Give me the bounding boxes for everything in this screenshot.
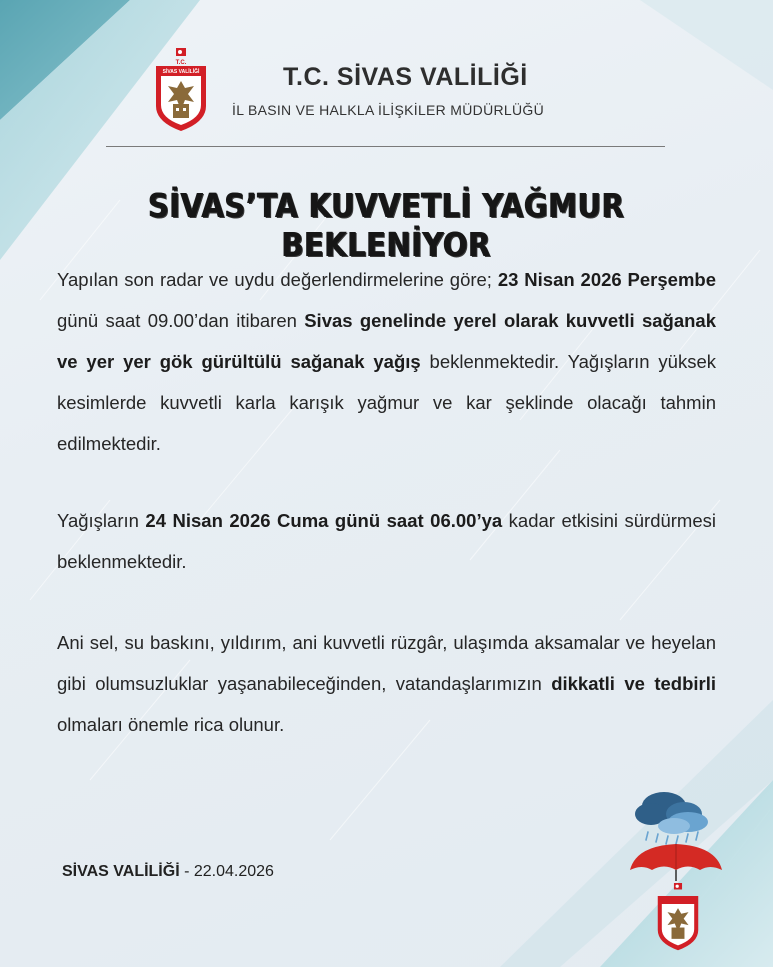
paragraph-bold: dikkatli ve tedbirli [551,673,716,694]
paragraph-bold: Sivas genelinde yerel olarak kuvvetli sağanak ve yer yer gök gürültülü sağanak yağış [57,310,716,372]
paragraph-text: olmaları önemle rica olunur. [57,714,285,735]
footer-date: - 22.04.2026 [179,863,274,880]
headline: SİVAS’TA KUVVETLİ YAĞMUR BEKLENİYOR [148,186,625,264]
paragraph-warning [57,622,716,745]
org-subtitle: İL BASIN VE HALKLA İLİŞKİLER MÜDÜRLÜĞÜ [232,102,544,118]
paragraph-bold: 24 Nisan 2026 Cuma günü saat 06.00’ya [145,510,503,531]
paragraph-text: Yapılan son radar ve uydu değerlendirmelerine göre; [57,269,498,290]
paragraph-duration [57,500,716,582]
paragraph-forecast [57,259,716,464]
paragraph-bold: 23 Nisan 2026 Perşembe [497,269,716,290]
rain-cloud-umbrella-icon [626,784,726,884]
svg-text:T.C.: T.C. [175,60,187,66]
paragraph-text: beklenmektedir. Yağışların yüksek kesimlerde kuvvetli karla karışık yağmur ve kar şeklinde olacağı tahmin edilmektedir. [57,351,716,454]
paragraph-text: günü saat 09.00’dan itibaren [57,310,305,331]
paragraph-text: Yağışların [57,510,146,531]
paragraph-text: kadar etkisini sürdürmesi beklenmektedir. [57,510,716,572]
sivas-governorship-seal-icon [655,883,701,951]
header-divider [106,146,665,147]
sivas-governorship-seal-icon [154,48,208,132]
footer-signature [62,863,274,881]
footer-org: SİVAS VALİLİĞİ [62,863,180,880]
paragraph-text: Ani sel, su baskını, yıldırım, ani kuvvetli rüzgâr, ulaşımda aksamalar ve heyelan gibi olumsuzluklar yaşanabileceğinden, vatandaşlarımızın [57,632,716,694]
svg-text:SİVAS VALİLİĞİ: SİVAS VALİLİĞİ [162,69,200,75]
org-title: T.C. SİVAS VALİLİĞİ [283,63,528,91]
